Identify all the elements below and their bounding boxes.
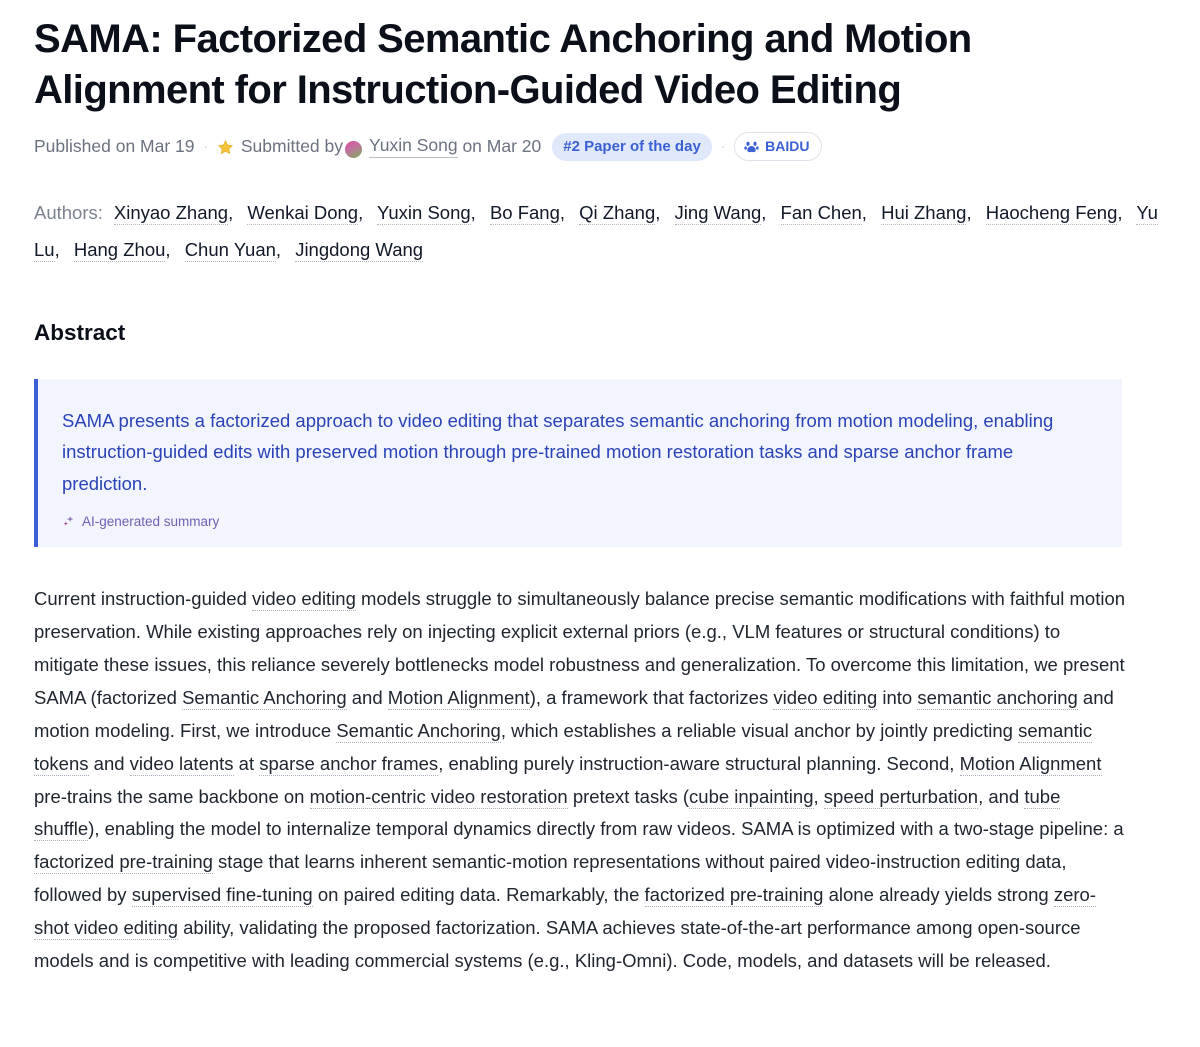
paper-meta-line <box>34 132 1166 161</box>
star-icon <box>217 139 234 156</box>
author-link[interactable]: Bo Fang <box>489 202 560 224</box>
author-link[interactable]: Wenkai Dong <box>247 202 359 224</box>
organization-badge[interactable] <box>734 132 822 161</box>
author-separator: , <box>761 202 767 224</box>
author-link[interactable]: Haocheng Feng <box>985 202 1118 224</box>
author-separator: , <box>165 238 171 260</box>
abstract-keyword[interactable]: supervised fine-tuning <box>131 884 313 906</box>
status-badge-paper-of-the-day[interactable]: #2 Paper of the day <box>552 133 712 161</box>
author-separator: , <box>1117 202 1123 224</box>
submitter-avatar[interactable] <box>345 141 362 158</box>
abstract-keyword[interactable]: Semantic Anchoring <box>336 719 501 741</box>
authors-block <box>34 195 1166 267</box>
author-link[interactable]: Yuxin Song <box>377 202 471 224</box>
abstract-keyword[interactable]: tube shuffle <box>34 785 1061 840</box>
ai-summary-text: SAMA presents a factorized approach to video editing that separates semantic anchoring from motion modeling, enabling instruction-guided edits with preserved motion through pre-trained motion restoration tasks and sparse anchor frame prediction. <box>62 409 1054 495</box>
sparkle-icon <box>62 515 75 528</box>
abstract-keyword[interactable]: zero-shot video editing <box>34 884 1096 939</box>
abstract-body: Current instruction-guided video editing models struggle to simultaneously balance precise semantic modifications with faithful motion preservation. While existing approaches rely on injecting explicit external priors (e.g., VLM features or structural conditions) to mitigate these issues, this reliance severely bottlenecks model robustness and generalization. To overcome this limitation, we present SAMA (factorized Semantic Anchoring and Motion Alignment), a framework that factorizes video editing into semantic anchoring and motion modeling. First, we introduce Semantic Anchoring, which establishes a reliable visual anchor by jointly predicting semantic tokens and video latents at sparse anchor frames, enabling purely instruction-aware structural planning. Second, Motion Alignment pre-trains the same backbone on motion-centric video restoration pretext tasks (cube inpainting, speed perturbation, and tube shuffle), enabling the model to internalize temporal dynamics directly from raw videos. SAMA is optimized with a two-stage pipeline: a factorized pre-training stage that learns inherent semantic-motion representations without paired video-instruction editing data, followed by supervised fine-tuning on paired editing data. Remarkably, the factorized pre-training alone already yields strong zero-shot video editing ability, validating the proposed factorization. SAMA achieves state-of-the-art performance among open-source models and is competitive with leading commercial systems (e.g., Kling-Omni). Code, models, and datasets will be released. <box>34 588 1126 972</box>
author-separator: , <box>358 202 364 224</box>
abstract-keyword[interactable]: speed perturbation <box>823 785 979 807</box>
abstract-keyword[interactable]: Motion Alignment <box>387 686 530 708</box>
author-link[interactable]: Xinyao Zhang <box>113 202 229 224</box>
author-link[interactable]: Jing Wang <box>674 202 762 224</box>
author-link[interactable]: Hui Zhang <box>881 202 967 224</box>
author-link[interactable]: Hang Zhou <box>73 238 166 260</box>
abstract-keyword[interactable]: factorized pre-training <box>644 884 824 906</box>
submitted-on-date: on Mar 20 <box>462 136 542 157</box>
submitter-name-link[interactable]: Yuxin Song <box>369 135 458 158</box>
meta-separator-dot: · <box>203 139 208 155</box>
author-link[interactable]: Yu Lu <box>34 202 1158 260</box>
authors-label: Authors: <box>34 202 103 224</box>
abstract-keyword[interactable]: motion-centric video restoration <box>309 785 568 807</box>
author-separator: , <box>559 202 566 224</box>
abstract-keyword[interactable]: video editing <box>252 588 356 610</box>
ai-summary-label: AI-generated summary <box>82 514 220 530</box>
abstract-keyword[interactable]: factorized pre-training <box>34 851 213 873</box>
submitted-by-label: Submitted by <box>240 136 344 157</box>
author-separator: , <box>861 202 867 224</box>
author-link[interactable]: Qi Zhang <box>579 202 656 224</box>
author-separator: , <box>275 238 282 260</box>
author-link[interactable]: Chun Yuan <box>184 238 276 260</box>
abstract-keyword[interactable]: semantic anchoring <box>917 686 1078 708</box>
author-separator: , <box>966 202 972 224</box>
ai-summary-footer <box>62 514 1092 529</box>
author-link[interactable]: Jingdong Wang <box>295 238 424 260</box>
abstract-heading: Abstract <box>34 319 126 345</box>
published-date: Published on Mar 19 <box>34 136 195 157</box>
abstract-keyword[interactable]: cube inpainting <box>689 785 814 807</box>
author-separator: , <box>228 202 234 224</box>
abstract-keyword[interactable]: Motion Alignment <box>959 752 1102 774</box>
abstract-keyword[interactable]: video latents <box>129 752 234 774</box>
authors-list <box>34 202 1158 259</box>
abstract-keyword[interactable]: video editing <box>773 686 878 708</box>
author-separator: , <box>54 238 60 260</box>
ai-summary-callout <box>34 379 1122 547</box>
author-separator: , <box>655 202 661 224</box>
baidu-paw-icon <box>744 139 759 154</box>
abstract-keyword[interactable]: Semantic Anchoring <box>182 686 347 708</box>
meta-separator-dot-2: · <box>720 139 726 155</box>
author-separator: , <box>470 202 476 224</box>
abstract-keyword[interactable]: semantic tokens <box>34 719 1093 774</box>
abstract-keyword[interactable]: sparse anchor frames <box>259 752 439 774</box>
author-link[interactable]: Fan Chen <box>780 202 862 224</box>
page-title: SAMA: Factorized Semantic Anchoring and Motion Alignment for Instruction-Guided Video Editing <box>34 17 972 113</box>
organization-badge-label: BAIDU <box>765 138 810 155</box>
